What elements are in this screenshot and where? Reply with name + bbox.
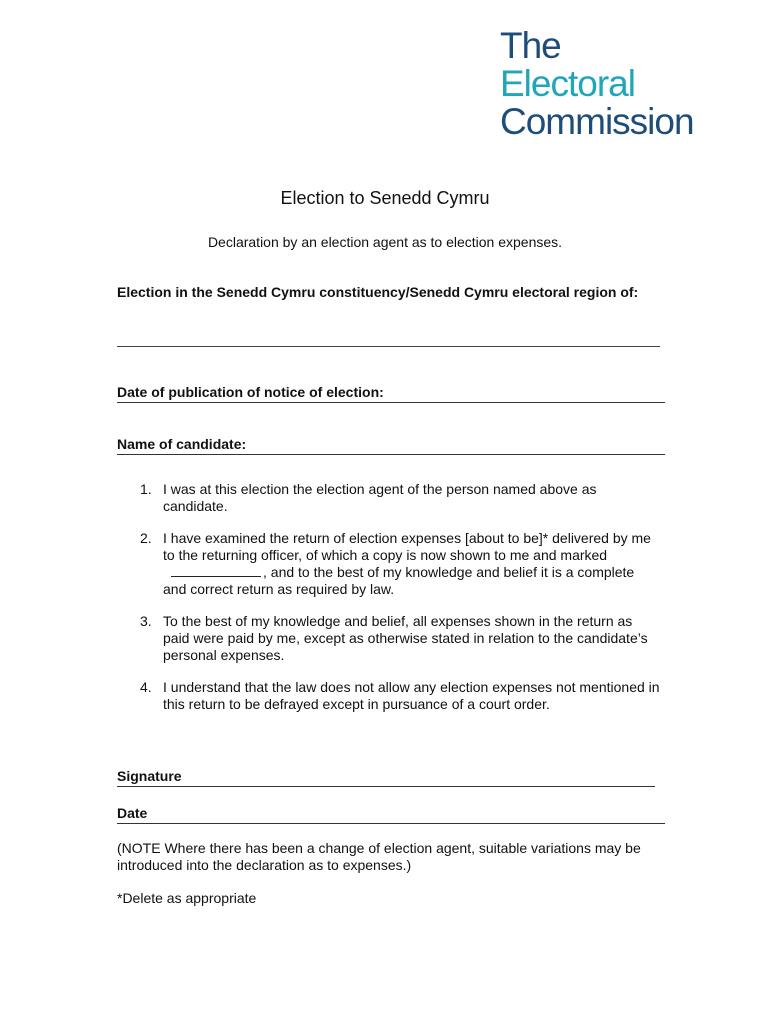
electoral-commission-logo bbox=[500, 27, 694, 141]
logo-line-the: The bbox=[500, 25, 561, 66]
publication-date-label: Date of publication of notice of election: bbox=[117, 384, 384, 400]
list-item bbox=[140, 679, 660, 713]
item-number: 1. bbox=[140, 481, 152, 497]
marked-blank-line[interactable] bbox=[171, 564, 261, 577]
logo-line-commission: Commission bbox=[500, 101, 694, 142]
item-text: To the best of my knowledge and belief, all expenses shown in the return as paid were paid by me, except as otherwise stated in relation to the candidate’s personal expenses. bbox=[163, 613, 648, 663]
item-number: 3. bbox=[140, 613, 152, 629]
item-text: I understand that the law does not allow any election expenses not mentioned in this return to be defrayed except in pursuance of a court order. bbox=[163, 679, 660, 712]
publication-date-field[interactable] bbox=[117, 384, 665, 403]
region-input-line[interactable] bbox=[117, 346, 660, 347]
list-item bbox=[140, 613, 660, 664]
date-label: Date bbox=[117, 805, 148, 821]
list-item bbox=[140, 481, 660, 515]
signature-label: Signature bbox=[117, 768, 182, 784]
item-text: I was at this election the election agent of the person named above as candidate. bbox=[163, 481, 597, 514]
item-text bbox=[163, 530, 660, 598]
list-item bbox=[140, 530, 660, 598]
logo-line-electoral: Electoral bbox=[500, 63, 635, 104]
item-number: 4. bbox=[140, 679, 152, 695]
item-number: 2. bbox=[140, 530, 152, 546]
signature-field[interactable] bbox=[117, 768, 655, 787]
region-label: Election in the Senedd Cymru constituency/Senedd Cymru electoral region of: bbox=[117, 284, 639, 300]
candidate-name-label: Name of candidate: bbox=[117, 436, 247, 452]
item-text-part-a: I have examined the return of election expenses [about to be]* delivered by me to the returning officer, of which a copy is now shown to me and marked bbox=[163, 530, 651, 563]
document-title: Election to Senedd Cymru bbox=[280, 188, 490, 208]
declaration-list bbox=[140, 481, 660, 728]
document-subtitle: Declaration by an election agent as to election expenses. bbox=[207, 234, 563, 250]
candidate-name-field[interactable] bbox=[117, 436, 665, 455]
date-field[interactable] bbox=[117, 805, 665, 824]
delete-note: *Delete as appropriate bbox=[117, 890, 257, 906]
item-text-part-b: , and to the best of my knowledge and belief it is a complete and correct return as required by law. bbox=[163, 564, 635, 597]
variation-note: (NOTE Where there has been a change of election agent, suitable variations may be introduced into the declaration as to expenses.) bbox=[117, 840, 641, 873]
